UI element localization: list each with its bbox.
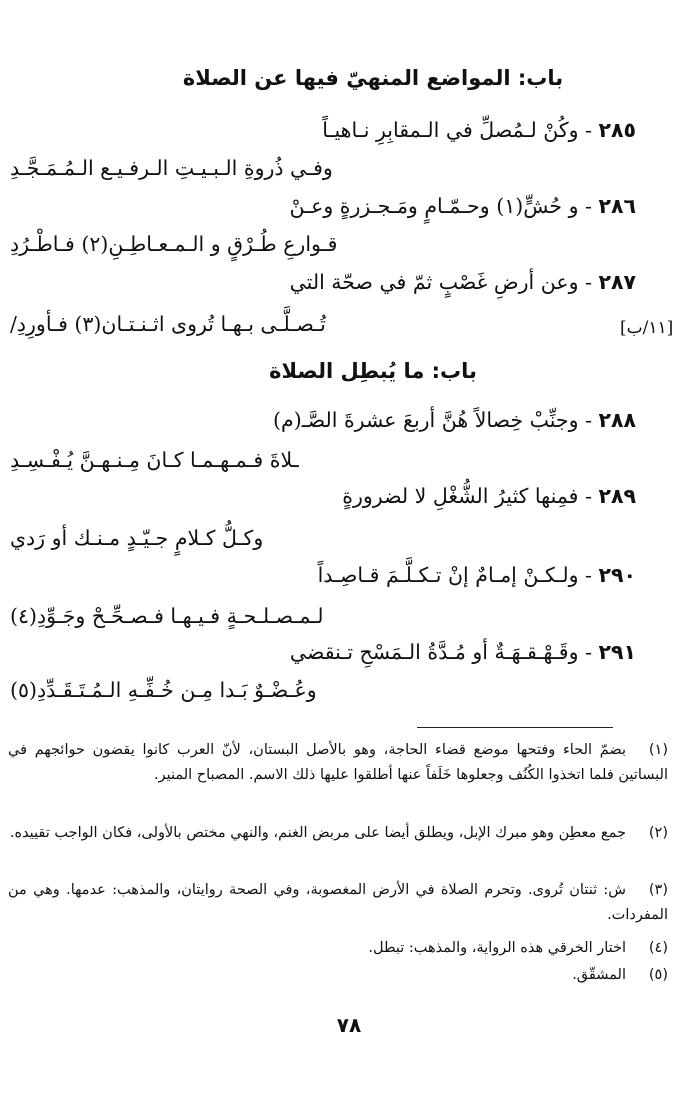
verse-number: ٢٨٥ — [598, 118, 636, 142]
section-heading-prohibited-places: باب: المواضع المنهيّ فيها عن الصلاة — [182, 66, 564, 90]
footnote-separator — [417, 727, 613, 728]
manuscript-folio-marker: [١١/ب] — [620, 318, 674, 338]
verse-text: فمِنها كثيرُ الشُّغْلِ لا لضرورةٍ — [342, 484, 579, 508]
verse-291-first-hemistich: ٢٩١ - وقَـهْـقـهَـةٌ أو مُـدَّةُ الـمَسْحِ تـنقضي — [289, 640, 636, 664]
section-heading-invalidators: باب: ما يُبطِل الصلاة — [269, 359, 477, 383]
footnote-number: (٤) — [648, 940, 668, 956]
verse-287-first-hemistich: ٢٨٧ - وعن أرضِ غَصْبٍ ثمّ في صحّة التي — [289, 270, 636, 294]
verse-number: ٢٨٨ — [598, 408, 636, 432]
verse-285-second-hemistich: وفـي ذُروةِ الـبـيـتِ الـرفـيـع الـمُـمَـجَّـدِ — [10, 156, 333, 180]
verse-289-first-hemistich: ٢٨٩ - فمِنها كثيرُ الشُّغْلِ لا لضرورةٍ — [342, 484, 636, 508]
footnote-text: جمع معطِن وهو مبرك الإبل، ويطلق أيضا على مربض الغنم، والنهي مختص بالأولى، فكان الواجب تقييده. — [9, 825, 626, 841]
verse-number: ٢٨٩ — [598, 484, 636, 508]
verse-number: ٢٩١ — [598, 640, 636, 664]
verse-288-second-hemistich: ـلاةَ فـمـهـمـا كـانَ مِـنـهـنَّ يُـفْـسِـدِ — [10, 448, 299, 472]
footnote-text: اختار الخرقي هذه الرواية، والمذهب: تبطل. — [368, 940, 626, 956]
verse-288-first-hemistich: ٢٨٨ - وجنِّبْ خِصالاً هُنَّ أربعَ عشرةَ الصَّـ(م) — [273, 408, 636, 432]
verse-text: ولـكـنْ إمـامٌ إنْ تـكـلَّـمَ قـاصِـداً — [317, 563, 579, 587]
verse-287-second-hemistich: تُـصـلَّـى بـهـا تُروى اثـنـتـان(٣) فـأورِدِ/ — [10, 312, 326, 336]
footnote-4 — [8, 936, 668, 961]
verse-289-second-hemistich: وكـلُّ كـلامٍ جـيّـدٍ مـنـك أو رَدي — [10, 526, 264, 550]
footnote-1 — [8, 738, 668, 788]
verse-290-second-hemistich: لـمـصـلـحـةٍ فـيـهـا فـصـحِّـحْ وجَـوِّدِ(٤) — [10, 604, 324, 628]
verse-291-second-hemistich: وعُـضْـوٌ بَـدا مِـن خُـفِّـهِ الـمُـتَـقَـدِّدِ(٥) — [10, 678, 317, 702]
footnote-text: ش: ثنتان تُروى. وتحرم الصلاة في الأرض المغصوبة، وفي الصحة روايتان، والمذهب: عدمها. وهي من المفردات. — [8, 882, 668, 923]
footnote-number: (٣) — [648, 882, 668, 898]
verse-text: وكُنْ لـمُصلِّ في الـمقابِرِ نـاهيـاً — [322, 118, 579, 142]
page-number: ٧٨ — [336, 1013, 362, 1037]
footnote-number: (١) — [648, 742, 668, 758]
verse-number: ٢٨٦ — [598, 194, 636, 218]
verse-text: وجنِّبْ خِصالاً هُنَّ أربعَ عشرةَ الصَّـ(م) — [273, 408, 579, 432]
verse-286-first-hemistich: ٢٨٦ - و حُشٍّ(١) وحـمّـامٍ ومَـجـزرةٍ وعـنْ — [289, 194, 636, 218]
verse-text: وعن أرضِ غَصْبٍ ثمّ في صحّة التي — [289, 270, 579, 294]
verse-text: و حُشٍّ(١) وحـمّـامٍ ومَـجـزرةٍ وعـنْ — [289, 194, 579, 218]
footnote-number: (٢) — [648, 825, 668, 841]
verse-number: ٢٨٧ — [598, 270, 636, 294]
footnote-text: المشقّق. — [572, 967, 626, 983]
verse-285-first-hemistich: ٢٨٥ - وكُنْ لـمُصلِّ في الـمقابِرِ نـاهيـاً — [322, 118, 636, 142]
footnote-5 — [8, 963, 668, 988]
footnote-number: (٥) — [648, 967, 668, 983]
verse-text: وقَـهْـقـهَـةٌ أو مُـدَّةُ الـمَسْحِ تـنقضي — [289, 640, 579, 664]
footnote-2 — [8, 821, 668, 846]
footnote-3 — [8, 878, 668, 928]
verse-number: ٢٩٠ — [598, 563, 636, 587]
verse-290-first-hemistich: ٢٩٠ - ولـكـنْ إمـامٌ إنْ تـكـلَّـمَ قـاصِـداً — [317, 563, 636, 587]
footnote-text: بضمّ الحاء وفتحها موضع قضاء الحاجة، وهو بالأصل البستان، لأنّ العرب كانوا يقضون حوائجهم في البساتين فلما اتخذوا الكُنُف وجعلوها خَلَفاً عنها أطلقوا عليها ذلك الاسم. المصباح المنير. — [8, 742, 668, 783]
verse-286-second-hemistich: قـوارعِ طُـرْقٍ و الـمـعـاطِـنِ(٢) فـاطْـرُدِ — [10, 232, 338, 256]
